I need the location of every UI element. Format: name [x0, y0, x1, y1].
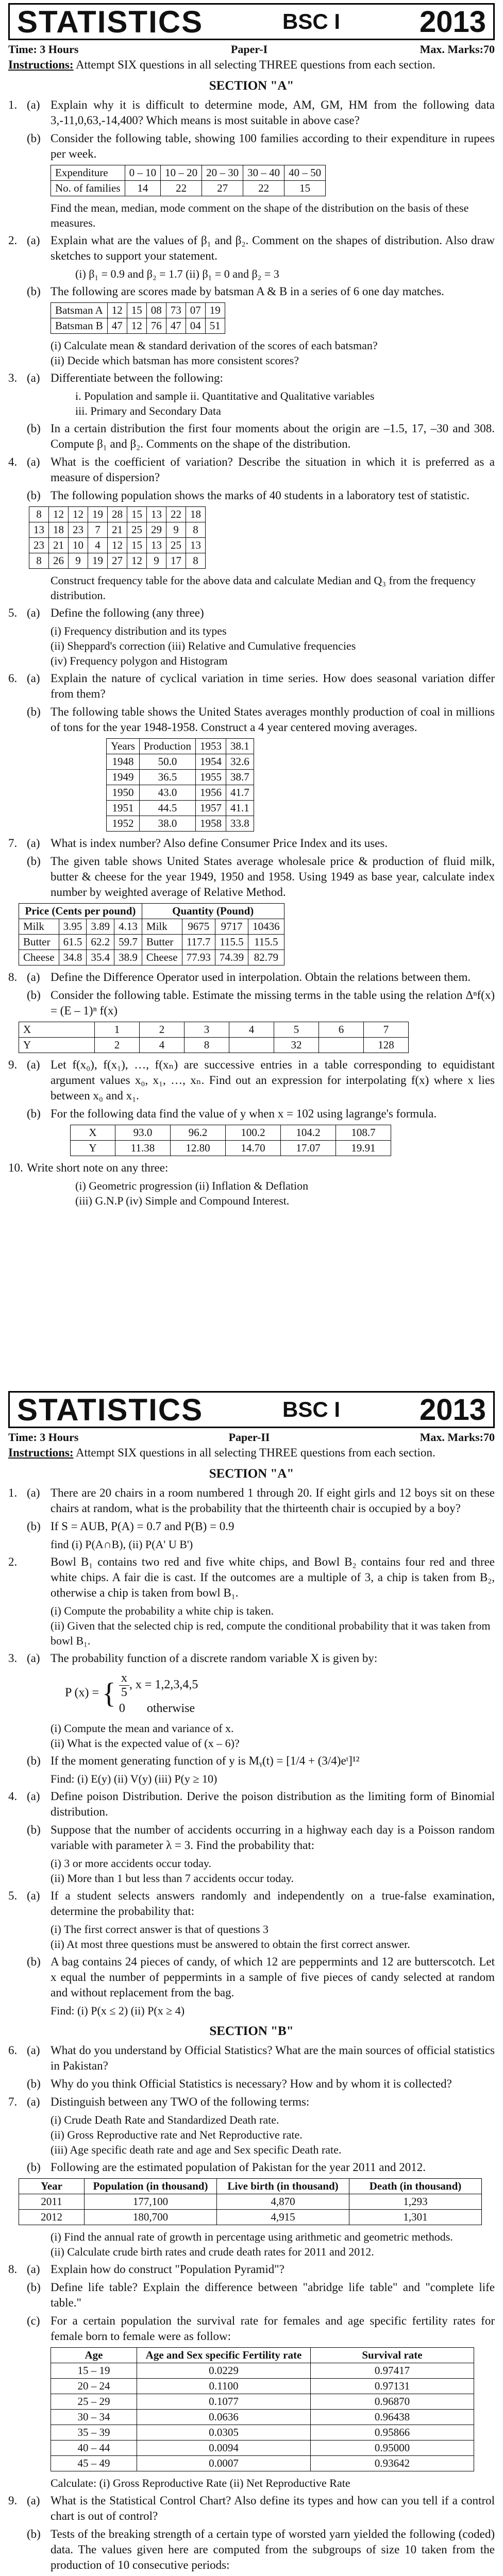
marks-label: Max. Marks:70 — [420, 1431, 495, 1444]
table-cell: X — [71, 1125, 115, 1141]
table-cell: 1956 — [196, 785, 226, 801]
question-1b: (b) Consider the following table, showing 100 families according to their expenditure in rupees per week. — [27, 132, 495, 160]
table-cell: 12.80 — [171, 1141, 226, 1156]
table-cell: 38.0 — [139, 816, 195, 832]
table-cell: 3.89 — [87, 919, 114, 935]
table-cell: 8 — [186, 553, 206, 569]
table-cell: 44.5 — [139, 801, 195, 816]
table-cell: 32.6 — [226, 754, 254, 770]
table-cell: 6 — [319, 1022, 364, 1038]
table-cell: 36.5 — [139, 770, 195, 785]
table-cell: 10436 — [248, 919, 284, 935]
table-cell: 3.95 — [59, 919, 87, 935]
table-cell: 35.4 — [87, 950, 114, 965]
table-cell: 12 — [107, 303, 127, 318]
question-9b: (b) Tests of the breaking strength of a certain type of worsted yarn yielded the following (coded) data. The values given here are computed from the subgroups of size 10 taken from the production of 10 consecutive periods: — [27, 2528, 495, 2571]
table-cell: 20 – 24 — [51, 2379, 137, 2394]
paper-2-banner — [8, 1391, 495, 1428]
table-cell: 27 — [108, 553, 127, 569]
question-text: Find: (i) P(x ≤ 2) (ii) P(x ≥ 4) — [51, 2004, 185, 2017]
table-cell: Y — [71, 1141, 115, 1156]
question-1a: 1. (a) There are 20 chairs in a room numbered 1 through 20. If eight girls and 12 boys sit on these chairs at random, what is the probability that the thirteenth chair is occupied by a boy? — [8, 1486, 495, 1515]
table-cell: 73 — [166, 303, 186, 318]
table-cell: 33.8 — [226, 816, 254, 832]
table-cell: 1951 — [107, 801, 140, 816]
question-9a: 9. (a) Let f(x₀), f(x₁), …, f(xₙ) are successive entries in a table corresponding to equidistant argument values x₀, x₁, …, xₙ. Find out an expression for interpolating f(x) where x lies between x₀ and x₁. — [8, 1058, 495, 1102]
table-cell: 177,100 — [85, 2194, 217, 2210]
table-cell: 15 – 19 — [51, 2363, 137, 2379]
table-cell: 30 – 34 — [51, 2410, 137, 2425]
question-3a: 3. (a) The probability function of a discrete random variable X is given by: — [8, 1652, 378, 1665]
table-cell — [229, 1038, 274, 1053]
table-cell: 61.5 — [59, 935, 87, 950]
question-3b: (b) If the moment generating function of y is Mᵧ(t) = [1/4 + (3/4)eᵗ]¹² — [27, 1754, 360, 1767]
table-cell: 13 — [147, 538, 166, 553]
question-6a: 6. (a) What do you understand by Official Statistics? What are the main sources of official statistics in Pakistan? — [8, 2044, 495, 2072]
table-cell: X — [19, 1022, 95, 1038]
table-cell: 1955 — [196, 770, 226, 785]
table-cell: 08 — [146, 303, 166, 318]
table-cell: 12 — [127, 553, 147, 569]
question-text: i. Population and sample ii. Quantitative and Qualitative variables — [75, 389, 375, 402]
question-9a: 9. (a) What is the Statistical Control Chart? Also define its types and how can you tell if a control chart is out of control? — [8, 2494, 495, 2522]
table-cell: 22 — [243, 181, 284, 196]
section-heading: SECTION "A" — [209, 1467, 294, 1481]
table-cell: 19 — [88, 507, 108, 522]
table-cell: 1,293 — [349, 2194, 482, 2210]
question-9b: (b) For the following data find the value of y when x = 102 using lagrange's formula. — [27, 1107, 437, 1120]
table-cell: Live birth (in thousand) — [217, 2179, 349, 2194]
year-label: 2013 — [419, 1393, 486, 1427]
table-cell: 25 – 29 — [51, 2394, 137, 2410]
table-cell: 104.2 — [281, 1125, 336, 1141]
table-cell: 0 – 10 — [125, 165, 161, 181]
question-text: (ii) Gross Reproductive rate and Net Reproductive rate. — [51, 2128, 303, 2141]
table-cell: 15 — [127, 538, 147, 553]
table-cell: 9675 — [182, 919, 215, 935]
interpolation-table — [19, 1022, 409, 1053]
table-cell: 47 — [107, 318, 127, 334]
question-8a: 8. (a) Define the Difference Operator used in interpolation. Obtain the relations between them. — [8, 971, 471, 984]
table-cell: 5 — [274, 1022, 319, 1038]
table-cell: 9717 — [215, 919, 248, 935]
table-cell: 21 — [49, 538, 69, 553]
table-cell: 12 — [49, 507, 69, 522]
question-5a: 5. (a) If a student selects answers randomly and independently on a true-false examination, determine the probability that: — [8, 1889, 495, 1918]
table-cell: 27 — [202, 181, 243, 196]
table-cell: 93.0 — [115, 1125, 171, 1141]
table-cell — [319, 1038, 364, 1053]
table-cell: 04 — [186, 318, 205, 334]
table-cell: 41.1 — [226, 801, 254, 816]
table-cell: 0.0007 — [137, 2456, 311, 2471]
table-cell: 0.93642 — [311, 2456, 474, 2471]
question-text: (i) Calculate mean & standard derivation of the scores of each batsman? — [51, 339, 378, 352]
table-cell: 19 — [88, 553, 108, 569]
lagrange-table — [70, 1125, 391, 1156]
table-cell: 115.5 — [248, 935, 284, 950]
question-text: (i) Crude Death Rate and Standardized Death rate. — [51, 2113, 279, 2126]
table-cell: 40 – 50 — [284, 165, 326, 181]
table-cell: Age and Sex specific Fertility rate — [137, 2348, 311, 2363]
question-3b: (b) In a certain distribution the first four moments about the origin are –1.5, 17, –30 and 308. Compute β₁ and β₂. Comments on the shape of the distribution. — [27, 422, 495, 450]
table-cell: 2011 — [19, 2194, 85, 2210]
question-7b: (b) The given table shows United States average wholesale price & production of fluid milk, butter & cheese for the year 1949, 1950 and 1958. Using 1949 as base year, calculate index number by weighted average of Relative Method. — [27, 855, 495, 899]
paper-2-header — [8, 1431, 495, 1444]
table-cell: 17 — [166, 553, 186, 569]
table-cell: 4 — [229, 1022, 274, 1038]
table-cell: 12 — [69, 507, 88, 522]
question-text: (i) β₁ = 0.9 and β₂ = 1.7 (ii) β₁ = 0 and β₂ = 3 — [75, 267, 279, 280]
table-cell: Milk — [142, 919, 182, 935]
table-cell: 19.91 — [336, 1141, 391, 1156]
table-cell: 8 — [186, 522, 206, 538]
table-cell: 2 — [95, 1038, 140, 1053]
section-heading: SECTION "B" — [209, 2024, 294, 2038]
question-text: (ii) Sheppard's correction (iii) Relative and Cumulative frequencies — [51, 639, 356, 652]
question-text: (ii) Decide which batsman has more consistent scores? — [51, 354, 299, 367]
table-cell: 23 — [29, 538, 49, 553]
table-cell: No. of families — [51, 181, 125, 196]
question-1b: (b) If S = AUB, P(A) = 0.7 and P(B) = 0.9 — [27, 1520, 234, 1533]
table-cell: 07 — [186, 303, 205, 318]
table-cell: 59.7 — [114, 935, 142, 950]
table-cell: Population (in thousand) — [85, 2179, 217, 2194]
question-text: (i) Compute the probability a white chip is taken. — [51, 1604, 274, 1617]
question-5a: 5. (a) Define the following (any three) — [8, 606, 204, 619]
paper-label: Paper-II — [228, 1431, 270, 1444]
table-cell: Cheese — [142, 950, 182, 965]
question-10: 10. Write short note on any three: — [8, 1161, 169, 1174]
table-cell: 1948 — [107, 754, 140, 770]
table-cell: Milk — [19, 919, 59, 935]
table-cell: 0.96870 — [311, 2394, 474, 2410]
question-6b: (b) The following table shows the United States averages monthly production of coal in millions of tons for the year 1948-1958. Construct a 4 year centered moving averages. — [27, 705, 495, 734]
table-cell: 51 — [205, 318, 225, 334]
table-cell: 100.2 — [226, 1125, 281, 1141]
marks-table — [29, 506, 206, 569]
question-text: Calculate: (i) Gross Reproductive Rate (ii) Net Reproductive Rate — [51, 2477, 350, 2489]
table-cell: 8 — [29, 507, 49, 522]
table-cell: 0.0229 — [137, 2363, 311, 2379]
table-cell: 38.9 — [114, 950, 142, 965]
table-cell: 13 — [29, 522, 49, 538]
expenditure-table — [51, 165, 326, 196]
table-cell: 10 – 20 — [161, 165, 202, 181]
question-2: 2. Bowl B₁ contains two red and five white chips, and Bowl B₂ contains four red and three white chips. A fair die is cast. If the outcomes are a multiple of 3, a chip is taken from B₂, otherwise a chip is taken from bowl B₁. — [8, 1555, 495, 1599]
question-text: (iii) Age specific death rate and age and Sex specific Death rate. — [51, 2143, 342, 2156]
table-cell: 128 — [364, 1038, 409, 1053]
table-cell: 4 — [140, 1038, 185, 1053]
question-text: Find the mean, median, mode comment on the shape of the distribution on the basis of these measures. — [51, 201, 469, 229]
table-cell: Death (in thousand) — [349, 2179, 482, 2194]
question-text: (ii) More than 1 but less than 7 accidents occur today. — [51, 1872, 294, 1885]
table-cell: 1949 — [107, 770, 140, 785]
question-7a: 7. (a) Distinguish between any TWO of the following terms: — [8, 2095, 310, 2108]
table-cell: 115.5 — [215, 935, 248, 950]
question-7a: 7. (a) What is index number? Also define Consumer Price Index and its uses. — [8, 837, 388, 850]
table-cell: 9 — [147, 553, 166, 569]
table-cell: 1957 — [196, 801, 226, 816]
table-cell: 82.79 — [248, 950, 284, 965]
table-cell: 40 – 44 — [51, 2441, 137, 2456]
table-cell: 18 — [49, 522, 69, 538]
paper-label: Paper-I — [230, 43, 268, 56]
question-text: (i) 3 or more accidents occur today. — [51, 1857, 211, 1870]
probability-function: P (x) = { $\frac{x}{5}$ , x = 1,2,3,4,5 0 otherwise — [65, 1671, 198, 1715]
question-3a: 3. (a) Differentiate between the following: — [8, 371, 223, 384]
table-cell: 7 — [88, 522, 108, 538]
batsman-table — [51, 302, 225, 334]
table-cell: 0.1077 — [137, 2394, 311, 2410]
table-cell: 0.0094 — [137, 2441, 311, 2456]
question-text: (ii) At most three questions must be answered to obtain the first correct answer. — [51, 1938, 410, 1951]
table-cell: 43.0 — [139, 785, 195, 801]
table-cell: 0.95866 — [311, 2425, 474, 2441]
table-cell: 62.2 — [87, 935, 114, 950]
table-cell: 0.0305 — [137, 2425, 311, 2441]
question-8b: (b) Consider the following table. Estimate the missing terms in the table using the relation Δⁿf(x) = (E – 1)ⁿ f(x) — [27, 989, 495, 1017]
population-table — [19, 2178, 482, 2225]
table-cell: 38.1 — [226, 739, 254, 754]
paper-1-header — [8, 43, 495, 56]
table-cell: 26 — [49, 553, 69, 569]
table-cell: 3 — [185, 1022, 229, 1038]
instructions: Instructions: Attempt SIX questions in all selecting THREE questions from each section. — [8, 58, 435, 71]
table-cell: 1953 — [196, 739, 226, 754]
year-label: 2013 — [419, 5, 486, 39]
table-cell: 45 – 49 — [51, 2456, 137, 2471]
subject-title: STATISTICS — [17, 1392, 204, 1427]
question-text: (i) Compute the mean and variance of x. — [51, 1722, 234, 1735]
table-cell: 14.70 — [226, 1141, 281, 1156]
table-cell: 23 — [69, 522, 88, 538]
question-6b: (b) Why do you think Official Statistics is necessary? How and by whom it is collected? — [27, 2077, 452, 2090]
table-cell: 47 — [166, 318, 186, 334]
table-cell: 15 — [284, 181, 326, 196]
table-cell: 1952 — [107, 816, 140, 832]
table-cell: 9 — [166, 522, 186, 538]
table-cell: 108.7 — [336, 1125, 391, 1141]
question-4b: (b) Suppose that the number of accidents occurring in a highway each day is a Poisson random variable with parameter λ = 3. Find the probability that: — [27, 1823, 495, 1852]
table-cell: 0.0636 — [137, 2410, 311, 2425]
class-label: BSC I — [282, 1397, 341, 1421]
table-cell: 77.93 — [182, 950, 215, 965]
table-cell: 34.8 — [59, 950, 87, 965]
table-cell: 29 — [147, 522, 166, 538]
table-cell: Cheese — [19, 950, 59, 965]
table-cell: Expenditure — [51, 165, 125, 181]
question-8a: 8. (a) Explain how do construct "Population Pyramid"? — [8, 2263, 284, 2276]
table-cell: 15 — [127, 507, 147, 522]
table-cell: 19 — [205, 303, 225, 318]
instructions: Instructions: Attempt SIX questions in all selecting THREE questions from each section. — [8, 1446, 435, 1459]
table-cell: 0.1100 — [137, 2379, 311, 2394]
table-cell: 4.13 — [114, 919, 142, 935]
milk-price-table — [19, 903, 284, 965]
table-cell: Years — [107, 739, 140, 754]
table-cell: 76 — [146, 318, 166, 334]
question-text: (iv) Frequency polygon and Histogram — [51, 654, 228, 667]
table-cell: Age — [51, 2348, 137, 2363]
question-text: iii. Primary and Secondary Data — [75, 404, 221, 417]
table-cell: 15 — [127, 303, 146, 318]
table-cell: Batsman B — [51, 318, 108, 334]
table-cell: 7 — [364, 1022, 409, 1038]
section-heading: SECTION "A" — [209, 79, 294, 93]
class-label: BSC I — [282, 9, 341, 33]
table-cell: 96.2 — [171, 1125, 226, 1141]
table-cell: Production — [139, 739, 195, 754]
table-cell: 50.0 — [139, 754, 195, 770]
question-4b: (b) The following population shows the marks of 40 students in a laboratory test of statistic. — [27, 489, 470, 502]
subject-title: STATISTICS — [17, 4, 204, 39]
table-cell: 2012 — [19, 2210, 85, 2225]
table-cell: 38.7 — [226, 770, 254, 785]
table-cell: 41.7 — [226, 785, 254, 801]
table-cell: 18 — [186, 507, 206, 522]
table-cell: 117.7 — [182, 935, 215, 950]
question-1a: 1. (a) Explain why it is difficult to determine mode, AM, GM, HM from the following data 3,-11,0,63,-14,400? Which means is most suitable in above case? — [8, 98, 495, 127]
table-cell: 0.97417 — [311, 2363, 474, 2379]
table-cell: 1954 — [196, 754, 226, 770]
table-cell: 35 – 39 — [51, 2425, 137, 2441]
table-cell: 17.07 — [281, 1141, 336, 1156]
table-cell: 1,301 — [349, 2210, 482, 2225]
question-5b: (b) A bag contains 24 pieces of candy, of which 12 are peppermints and 12 are butterscotch. Let x equal the number of peppermints in a sample of five pieces of candy selected at random and without replacement from the bag. — [27, 1955, 495, 1999]
table-cell: Y — [19, 1038, 95, 1053]
question-text: Construct frequency table for the above data and calculate Median and Q₃ from the frequency distribution. — [51, 574, 476, 602]
table-cell: 30 – 40 — [243, 165, 284, 181]
table-cell: 9 — [69, 553, 88, 569]
table-cell: 8 — [185, 1038, 229, 1053]
question-text: (i) Find the annual rate of growth in percentage using arithmetic and geometric methods. — [51, 2230, 453, 2243]
question-text: find (i) P(A∩B), (ii) P(A' U B') — [51, 1538, 193, 1551]
table-cell: Butter — [142, 935, 182, 950]
table-cell: 4,870 — [217, 2194, 349, 2210]
table-cell: 2 — [140, 1022, 185, 1038]
table-cell: 74.39 — [215, 950, 248, 965]
question-8b: (b) Define life table? Explain the difference between "abridge life table" and "complete life table." — [27, 2281, 495, 2309]
table-cell: 10 — [69, 538, 88, 553]
question-6a: 6. (a) Explain the nature of cyclical variation in time series. How does seasonal variation differ from them? — [8, 672, 495, 700]
table-cell: 0.95000 — [311, 2441, 474, 2456]
question-2b: (b) The following are scores made by batsman A & B in a series of 6 one day matches. — [27, 285, 444, 298]
marks-label: Max. Marks:70 — [420, 43, 495, 56]
table-cell: Quantity (Pound) — [142, 904, 284, 919]
table-cell: Batsman A — [51, 303, 108, 318]
table-cell: 180,700 — [85, 2210, 217, 2225]
question-4a: 4. (a) Define poison Distribution. Derive the poison distribution as the limiting form of Binomial distribution. — [8, 1790, 495, 1818]
table-cell: Butter — [19, 935, 59, 950]
table-cell: 22 — [166, 507, 186, 522]
question-7b: (b) Following are the estimated population of Pakistan for the year 2011 and 2012. — [27, 2161, 426, 2174]
coal-production-table — [106, 738, 254, 832]
table-cell: Survival rate — [311, 2348, 474, 2363]
paper-2 — [0, 1388, 503, 2576]
question-text: (ii) Given that the selected chip is red, compute the conditional probability that it was taken from bowl B₁. — [51, 1619, 491, 1647]
table-cell: 25 — [127, 522, 147, 538]
question-8c: (c) For a certain population the survival rate for females and age specific fertility rates for female born to female were as follow: — [27, 2314, 495, 2343]
table-cell: Price (Cents per pound) — [19, 904, 142, 919]
paper-1-banner — [8, 3, 495, 40]
question-text: (ii) What is the expected value of (x – 6)? — [51, 1737, 240, 1750]
table-cell: 14 — [125, 181, 161, 196]
table-cell: 4,915 — [217, 2210, 349, 2225]
table-cell: 0.96438 — [311, 2410, 474, 2425]
question-4a: 4. (a) What is the coefficient of variation? Describe the situation in which it is preferred as a measure of dispersion? — [8, 455, 495, 484]
table-cell: 13 — [186, 538, 206, 553]
question-text: (i) The first correct answer is that of questions 3 — [51, 1923, 269, 1936]
table-cell: Year — [19, 2179, 85, 2194]
question-2a: 2. (a) Explain what are the values of β₁ and β₂. Comment on the shapes of distribution. Also draw sketches to support your statement. — [8, 234, 495, 262]
table-cell: 1950 — [107, 785, 140, 801]
time-label: Time: 3 Hours — [8, 1431, 79, 1444]
table-cell: 1 — [95, 1022, 140, 1038]
question-text: (i) Geometric progression (ii) Inflation & Deflation — [75, 1179, 309, 1192]
question-text: (i) Frequency distribution and its types — [51, 624, 227, 637]
table-cell: 25 — [166, 538, 186, 553]
time-label: Time: 3 Hours — [8, 43, 79, 56]
table-cell: 22 — [161, 181, 202, 196]
table-cell: 8 — [29, 553, 49, 569]
table-cell: 32 — [274, 1038, 319, 1053]
table-cell: 28 — [108, 507, 127, 522]
table-cell: 20 – 30 — [202, 165, 243, 181]
question-text: (ii) Calculate crude birth rates and crude death rates for 2011 and 2012. — [51, 2245, 374, 2258]
question-text: (iii) G.N.P (iv) Simple and Compound Interest. — [75, 1194, 290, 1207]
table-cell: 11.38 — [115, 1141, 171, 1156]
table-cell: 12 — [108, 538, 127, 553]
table-cell: 4 — [88, 538, 108, 553]
question-text: Find: (i) E(y) (ii) V(y) (iii) P(y ≥ 10) — [51, 1772, 217, 1785]
table-cell: 0.97131 — [311, 2379, 474, 2394]
table-cell: 21 — [108, 522, 127, 538]
table-cell: 12 — [127, 318, 146, 334]
table-cell: 13 — [147, 507, 166, 522]
table-cell: 1958 — [196, 816, 226, 832]
fertility-table — [51, 2347, 474, 2471]
